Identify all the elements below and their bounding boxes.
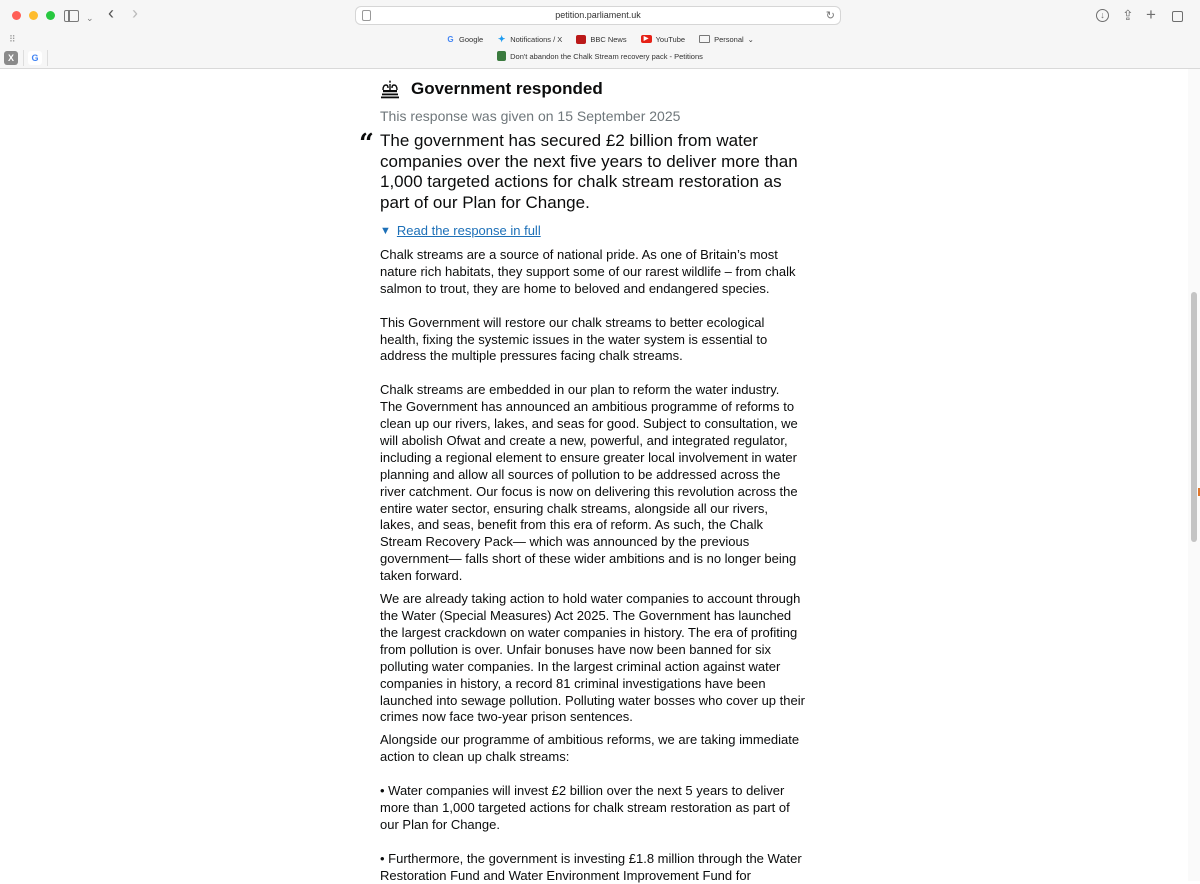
reload-icon[interactable]: ↻ (825, 10, 835, 22)
response-title: Government responded (411, 79, 603, 98)
response-heading (380, 79, 603, 99)
response-summary: The government has secured £2 billion from water companies over the next five years to deliver more than 1,000 targeted actions for chalk stream restoration as part of our Plan for Change. (380, 131, 798, 212)
bbc-icon (576, 35, 586, 44)
active-tab-title: Don't abandon the Chalk Stream recovery pack - Petitions (510, 52, 703, 61)
bookmark-youtube[interactable] (641, 35, 685, 44)
google-icon: G (447, 34, 454, 44)
grid-icon[interactable]: ⠿ (9, 34, 16, 44)
close-window-button[interactable] (12, 11, 21, 20)
twitter-icon: ✦ (497, 33, 506, 44)
response-paragraph: Chalk streams are a source of national pride. As one of Britain’s most nature rich habitats, they support some of our rarest wildlife – from chalk salmon to trout, they are home to beloved and endangered species. (380, 247, 796, 296)
response-paragraph: Alongside our programme of ambitious reforms, we are taking immediate action to clean up chalk streams: (380, 732, 800, 765)
response-paragraph: We are already taking action to hold water companies to account through the Water (Special Measures) Act 2025. The Government has launched the largest crackdown on water companies in history. The era of profiting from pollution is over. Unfair bonuses have now been banned for six polluting water companies. In the largest criminal action against water companies in history, a record 81 criminal investigations have been launched into sewage pollution. Polluting water bosses who cover up their crimes now face two-year prison sentences. (380, 591, 805, 725)
response-full-text (380, 247, 805, 884)
crown-icon (380, 79, 400, 99)
triangle-down-icon: ▼ (380, 224, 391, 237)
browser-toolbar (0, 0, 1200, 69)
folder-icon (699, 35, 710, 43)
url-text: petition.parliament.uk (555, 10, 641, 20)
pinned-tab-google[interactable]: G (28, 51, 42, 65)
response-bullet: • Furthermore, the government is investing £1.8 million through the Water Restoration Fund and Water Environment Improvement Fund for (380, 850, 802, 883)
petitions-favicon-icon (497, 51, 506, 61)
bookmark-label: YouTube (655, 34, 686, 44)
share-icon[interactable]: ⇪ (1122, 7, 1134, 23)
back-arrow-icon[interactable]: ‹ (108, 3, 114, 23)
bookmark-label: BBC News (590, 34, 627, 44)
new-tab-icon[interactable]: + (1146, 5, 1156, 24)
chevron-down-icon: ⌄ (747, 34, 754, 44)
bookmark-bbc-news[interactable] (576, 35, 626, 44)
bookmark-label: Notifications / X (510, 34, 563, 44)
youtube-icon: ▶ (641, 35, 652, 43)
download-icon[interactable]: ↓ (1096, 9, 1109, 22)
tab-overview-icon[interactable] (1172, 11, 1183, 22)
window-controls (12, 11, 55, 20)
response-paragraph: Chalk streams are embedded in our plan to reform the water industry. The Government has announced an ambitious programme of reforms to clean up our rivers, lakes, and seas for good. Subject to consultation, we will abolish Ofwat and create a new, powerful, and integrated regulator, including a regional element to ensure greater local involvement in water planning and allow all sources of pollution to be addressed across the river catchment. Our focus is now on delivering this revolution across the entire water sector, ensuring chalk streams, alongside all our rivers, lakes, and seas, benefit from this era of reform. As such, the Chalk Stream Recovery Pack— which was announced by the previous government— falls short of these wider ambitions and is no longer being taken forward. (380, 382, 798, 584)
bookmark-google[interactable] (446, 35, 483, 44)
address-bar[interactable] (355, 6, 841, 25)
response-date: This response was given on 15 September 2025 (380, 108, 681, 124)
response-paragraph: This Government will restore our chalk streams to better ecological health, fixing the systemic issues in the water system is essential to address the multiple pressures facing chalk streams. (380, 314, 768, 364)
minimize-window-button[interactable] (29, 11, 38, 20)
zoom-window-button[interactable] (46, 11, 55, 20)
active-tab[interactable] (0, 51, 1200, 61)
tab-bar (0, 48, 1200, 68)
scrollbar[interactable] (1188, 69, 1200, 881)
bookmark-label: Personal (714, 34, 744, 44)
quote-mark-icon: “ (359, 129, 374, 159)
read-full-response-toggle[interactable] (380, 223, 541, 238)
sidebar-toggle-icon[interactable] (64, 10, 79, 22)
bookmark-label: Google (459, 34, 484, 44)
bookmark-notifications-x[interactable] (497, 35, 562, 44)
pinned-tab-x[interactable]: X (4, 51, 18, 65)
forward-arrow-icon[interactable]: › (132, 3, 138, 23)
read-full-response-link[interactable]: Read the response in full (396, 223, 541, 238)
chevron-down-icon[interactable]: ⌄ (86, 13, 94, 23)
response-bullet: • Water companies will invest £2 billion over the next 5 years to deliver more than 1,000 targeted actions for chalk stream restoration as part of our Plan for Change. (380, 783, 790, 832)
scrollbar-thumb[interactable] (1191, 292, 1197, 542)
bookmarks-bar (0, 31, 1200, 47)
bookmark-folder-personal[interactable] (699, 35, 754, 44)
